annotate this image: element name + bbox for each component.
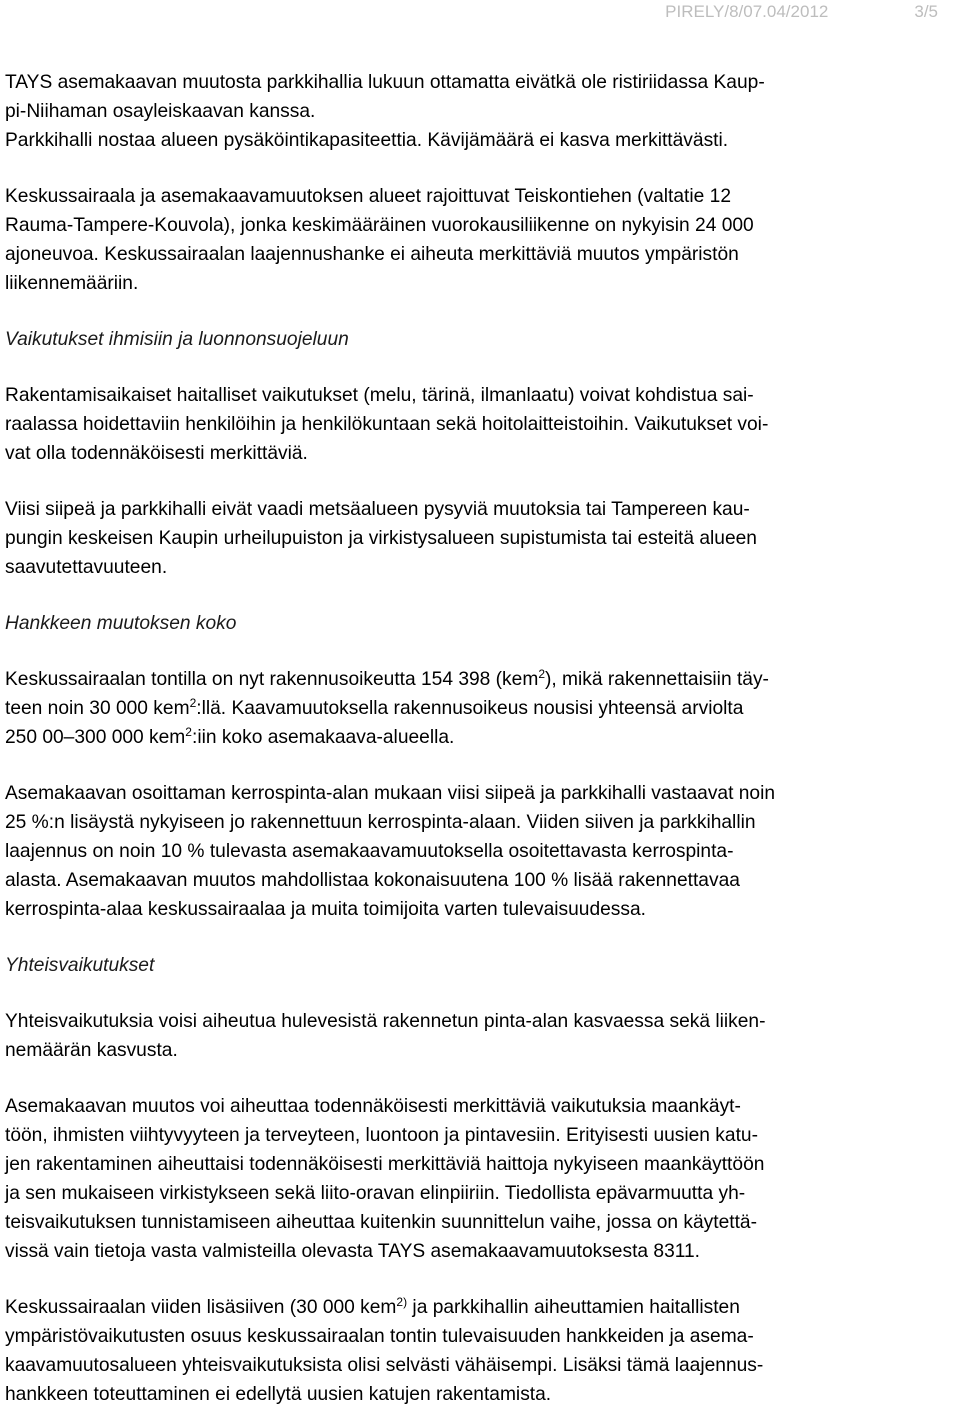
paragraph xyxy=(5,182,960,298)
text-line: Keskussairaalan tontilla on nyt rakennusoikeutta 154 398 (kem$^2$), mikä rakennettaisiin täy- xyxy=(5,667,769,690)
text-line: Viisi siipeä ja parkkihalli eivät vaadi metsäalueen pysyviä muutoksia tai Tampereen kau- xyxy=(5,499,750,520)
section-heading: Hankkeen muutoksen koko xyxy=(5,613,237,634)
text-line: Rauma-Tampere-Kouvola), jonka keskimääräinen vuorokausiliikenne on nykyisin 24 000 xyxy=(5,215,754,236)
text-line: vissä vain tietoja vasta valmisteilla olevasta TAYS asemakaavamuutoksesta 8311. xyxy=(5,1241,701,1262)
paragraph xyxy=(5,779,960,924)
text-line: kerrospinta-alaa keskussairaalaa ja muita toimijoita varten tulevaisuudessa. xyxy=(5,899,646,920)
paragraph xyxy=(5,1007,960,1065)
paragraph xyxy=(5,665,960,752)
text-line: Keskussairaalan viiden lisäsiiven (30 000 kem$^{2)}$ ja parkkihallin aiheuttamien haitallisten xyxy=(5,1295,740,1318)
text-line: raalassa hoidettaviin henkilöihin ja henkilökuntaan sekä hoitolaitteistoihin. Vaikutukset voi- xyxy=(5,414,769,435)
text-line: pungin keskeisen Kaupin urheilupuiston ja virkistysalueen supistumista tai esteitä alueen xyxy=(5,528,757,549)
page-header xyxy=(665,2,938,22)
text-line: jen rakentaminen aiheuttaisi todennäköisesti merkittäviä haittoja nykyiseen maankäyttöön xyxy=(5,1154,765,1175)
text-line: ja sen mukaiseen virkistykseen sekä liito-oravan elinpiiriin. Tiedollista epävarmuutta yh- xyxy=(5,1183,746,1204)
text-line: TAYS asemakaavan muutosta parkkihallia lukuun ottamatta eivätkä ole ristiriidassa Kaup- xyxy=(5,72,765,93)
superscript: 2) xyxy=(396,1295,408,1309)
text-line: Yhteisvaikutuksia voisi aiheutua hulevesistä rakennetun pinta-alan kasvaessa sekä liiken- xyxy=(5,1011,766,1032)
superscript: 2 xyxy=(189,696,197,710)
text-line: hankkeen toteuttaminen ei edellytä uusien katujen rakentamista. xyxy=(5,1384,552,1405)
document-reference: PIRELY/8/07.04/2012 xyxy=(665,2,829,21)
text-line: saavutettavuuteen. xyxy=(5,557,168,578)
text-line: teisvaikutuksen tunnistamiseen aiheuttaa kuitenkin suunnittelun vaihe, jossa on käytettä- xyxy=(5,1212,757,1233)
text-line: kaavamuutosalueen yhteisvaikutuksista olisi selvästi vähäisempi. Lisäksi tämä laajennus- xyxy=(5,1355,764,1376)
text-line: ympäristövaikutusten osuus keskussairaalan tontin tulevaisuuden hankkeiden ja asema- xyxy=(5,1326,754,1347)
superscript: 2 xyxy=(185,725,192,739)
text-line: Asemakaavan muutos voi aiheuttaa todennäköisesti merkittäviä vaikutuksia maankäyt- xyxy=(5,1096,741,1117)
paragraph xyxy=(5,1293,960,1409)
text-line: Parkkihalli nostaa alueen pysäköintikapasiteettia. Kävijämäärä ei kasva merkittävästi. xyxy=(5,130,729,151)
section-heading: Vaikutukset ihmisiin ja luonnonsuojeluun xyxy=(5,329,349,350)
paragraph xyxy=(5,68,960,155)
text-line: töön, ihmisten viihtyvyyteen ja terveyteen, luontoon ja pintavesiin. Erityisesti uusien katu- xyxy=(5,1125,758,1146)
text-line: alasta. Asemakaavan muutos mahdollistaa kokonaisuutena 100 % lisää rakennettavaa xyxy=(5,870,740,891)
page-number: 3/5 xyxy=(914,2,938,21)
text-line: nemäärän kasvusta. xyxy=(5,1040,178,1061)
text-line: Keskussairaala ja asemakaavamuutoksen alueet rajoittuvat Teiskontiehen (valtatie 12 xyxy=(5,186,731,207)
text-line: Rakentamisaikaiset haitalliset vaikutukset (melu, tärinä, ilmanlaatu) voivat kohdistua sai- xyxy=(5,385,754,406)
text-line: vat olla todennäköisesti merkittäviä. xyxy=(5,443,308,464)
text-line: laajennus on noin 10 % tulevasta asemakaavamuutoksella osoitettavasta kerrospinta- xyxy=(5,841,734,862)
paragraph xyxy=(5,1092,960,1266)
text-line: liikennemääriin. xyxy=(5,273,139,294)
text-line: ajoneuvoa. Keskussairaalan laajennushanke ei aiheuta merkittäviä muutos ympäristön xyxy=(5,244,739,265)
text-line: pi-Niihaman osayleiskaavan kanssa. xyxy=(5,101,316,122)
text-line: 25 %:n lisäystä nykyiseen jo rakennettuun kerrospinta-alaan. Viiden siiven ja parkkihallin xyxy=(5,812,756,833)
text-line: teen noin 30 000 kem$^2$:llä. Kaavamuutoksella rakennusoikeus nousisi yhteensä arviolta xyxy=(5,696,744,719)
paragraph xyxy=(5,381,960,468)
text-line: Asemakaavan osoittaman kerrospinta-alan mukaan viisi siipeä ja parkkihalli vastaavat noin xyxy=(5,783,776,804)
paragraph xyxy=(5,495,960,582)
superscript: 2 xyxy=(538,667,545,681)
document-body xyxy=(5,68,960,1409)
text-line: 250 00–300 000 kem$^2$:iin koko asemakaava-alueella. xyxy=(5,725,455,748)
section-heading: Yhteisvaikutukset xyxy=(5,955,155,976)
